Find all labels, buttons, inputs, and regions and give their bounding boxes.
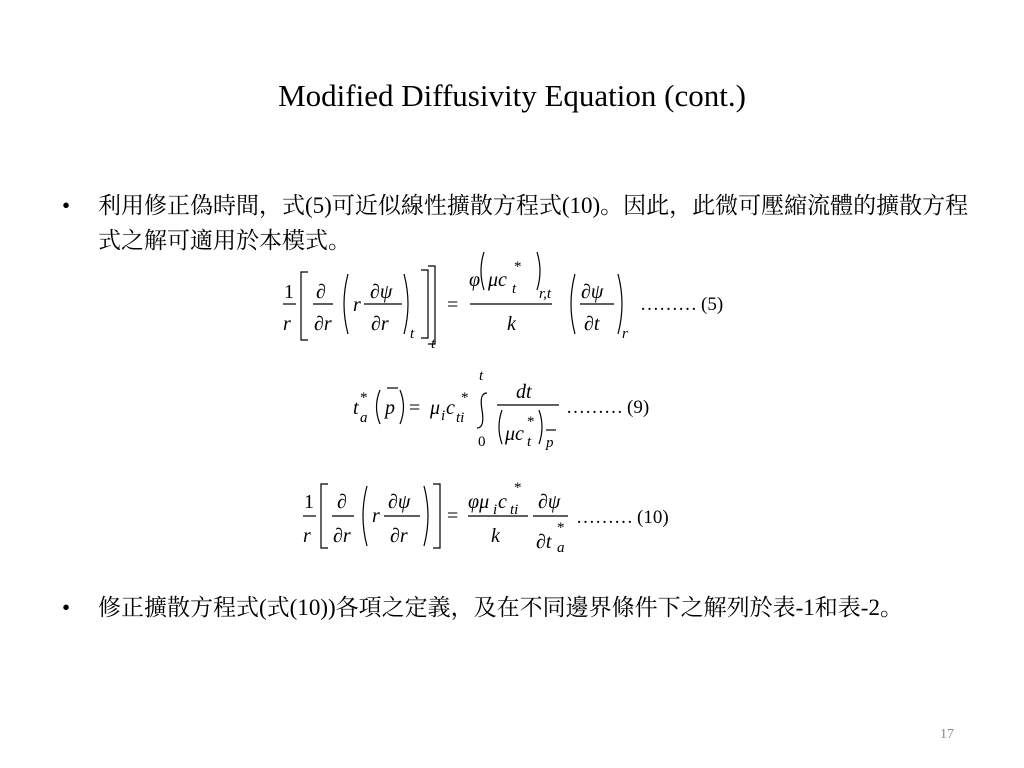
svg-text:1: 1 [304, 491, 314, 513]
svg-text:t: t [410, 326, 415, 342]
svg-text:r: r [283, 313, 291, 335]
svg-text:μ: μ [430, 397, 441, 419]
svg-text:p: p [546, 435, 554, 451]
svg-text:*: * [514, 480, 522, 496]
eq10-leader: ……… [576, 507, 633, 528]
svg-text:r: r [622, 326, 628, 342]
svg-text:t: t [353, 397, 359, 419]
svg-text:*: * [461, 390, 469, 406]
svg-text:ti: ti [456, 410, 465, 426]
svg-text:=: = [447, 294, 459, 316]
svg-text:∂t: ∂t [584, 313, 600, 335]
svg-text:a: a [557, 540, 565, 556]
eq5-label: (5) [701, 294, 724, 315]
svg-text:r: r [353, 294, 361, 316]
svg-text:=: = [447, 505, 459, 527]
svg-text:a: a [360, 410, 368, 426]
eq5-leader: ……… [640, 294, 697, 315]
svg-text:∂: ∂ [337, 491, 347, 513]
svg-text:*: * [360, 390, 368, 406]
svg-text:1: 1 [284, 281, 294, 303]
svg-text:∂r: ∂r [314, 313, 332, 335]
page-number: 17 [940, 727, 954, 742]
svg-text:t: t [431, 336, 436, 352]
svg-text:p: p [385, 397, 395, 419]
bullet-text-1: 利用修正偽時間，式(5)可近似線性擴散方程式(10)。因此，此微可壓縮流體的擴散方程式之解可適用於本模式。 [98, 193, 969, 253]
slide-title: Modified Diffusivity Equation (cont.) [278, 78, 746, 113]
svg-text:t: t [479, 368, 484, 384]
svg-text:∂r: ∂r [390, 525, 408, 547]
bullet-marker: • [62, 193, 71, 218]
svg-text:*: * [557, 520, 565, 536]
svg-text:i: i [493, 502, 498, 518]
svg-text:r,t: r,t [539, 286, 552, 302]
svg-text:t: t [527, 434, 532, 450]
svg-text:∂ψ: ∂ψ [370, 281, 393, 303]
svg-text:k: k [507, 313, 516, 335]
svg-text:ti: ti [510, 502, 519, 518]
svg-text:∂r: ∂r [333, 525, 351, 547]
svg-text:*: * [514, 259, 522, 275]
svg-text:∂r: ∂r [371, 313, 389, 335]
svg-text:c: c [446, 397, 455, 419]
bullet-marker: • [62, 595, 71, 620]
svg-text:μc: μc [505, 423, 524, 445]
svg-text:dt: dt [516, 381, 532, 403]
svg-text:………(9) [566, 397, 649, 418]
svg-text:μc: μc [488, 269, 507, 291]
svg-text:∂ψ: ∂ψ [388, 491, 411, 513]
eq9-label: (9) [627, 397, 650, 418]
svg-text:φ: φ [469, 269, 481, 291]
svg-text:∂ψ: ∂ψ [538, 491, 561, 513]
svg-text:c: c [498, 491, 507, 513]
svg-text:k: k [491, 525, 500, 547]
svg-text:0: 0 [478, 434, 486, 450]
svg-text:*: * [527, 414, 535, 430]
svg-text:i: i [441, 408, 446, 424]
bullet-text-2: 修正擴散方程式(式(10))各項之定義，及在不同邊界條件下之解列於表-1和表-2。 [98, 595, 903, 620]
svg-text:φμ: φμ [468, 491, 490, 513]
svg-text:r: r [303, 525, 311, 547]
eq9-leader: ……… [566, 397, 623, 418]
svg-text:∂: ∂ [316, 281, 326, 303]
svg-text:∂t: ∂t [536, 531, 552, 553]
svg-text:………(5) [640, 294, 723, 315]
svg-text:r: r [372, 505, 380, 527]
svg-text:………(10) [576, 507, 669, 528]
svg-text:t: t [512, 281, 517, 297]
svg-text:=: = [409, 397, 421, 419]
eq10-label: (10) [637, 507, 669, 528]
svg-text:∂ψ: ∂ψ [581, 281, 604, 303]
